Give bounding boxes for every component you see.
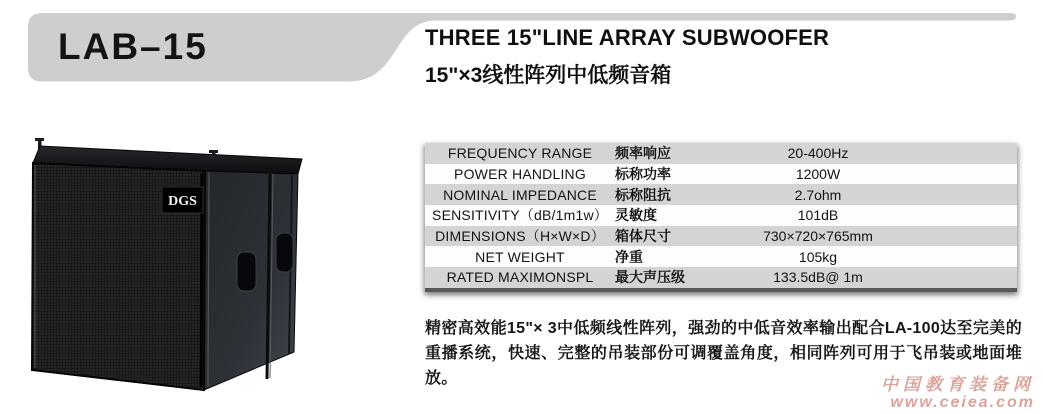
product-title-en: THREE 15"LINE ARRAY SUBWOOFER <box>425 25 830 50</box>
spec-value: 2.7ohm <box>794 186 842 203</box>
spec-name-en: RATED MAXIMONSPL <box>446 269 594 286</box>
spec-name-zh: 净重 <box>615 248 643 265</box>
watermark-site-name: 中国教育装备网 <box>881 375 1035 394</box>
spec-name-en: FREQUENCY RANGE <box>447 145 593 162</box>
product-description: 精密高效能15"× 3中低频线性阵列，强劲的中低音效率输出配合LA-100达至完美的重播系统，快速、完整的吊装部份可调覆盖角度，相同阵列可用于飞吊装或地面堆放。 <box>425 320 1022 387</box>
spec-row <box>425 246 1017 267</box>
watermark-site-url: www.ceiea.com <box>890 394 1035 411</box>
model-name: LAB–15 <box>58 26 208 67</box>
side-handle-icon <box>276 233 293 272</box>
spec-name-zh: 箱体尺寸 <box>615 228 671 245</box>
dgs-logo-text: DGS <box>168 194 197 209</box>
spec-value: 101dB <box>797 207 839 224</box>
title-block <box>425 25 829 89</box>
spec-row <box>425 205 1017 226</box>
side-handle-icon <box>237 252 256 291</box>
spec-name-en: NET WEIGHT <box>475 248 565 265</box>
spec-row <box>425 267 1017 288</box>
watermark <box>881 376 1035 412</box>
spec-value: 20-400Hz <box>787 145 849 162</box>
spec-value: 105kg <box>798 248 838 265</box>
spec-value: 1200W <box>795 166 841 183</box>
product-title-zh: 15"×3线性阵列中低频音箱 <box>425 64 672 87</box>
spec-name-zh: 标称功率 <box>615 166 671 183</box>
spec-row <box>425 164 1017 185</box>
spec-name-zh: 最大声压级 <box>615 269 685 286</box>
spec-name-en: POWER HANDLING <box>454 166 586 183</box>
spec-value: 730×720×765mm <box>763 228 873 245</box>
spec-row <box>425 226 1017 247</box>
dgs-logo <box>162 187 203 213</box>
spec-name-zh: 频率响应 <box>615 145 671 162</box>
spec-name-zh: 标称阻抗 <box>615 186 671 203</box>
spec-name-en: DIMENSIONS（H×W×D） <box>435 228 605 245</box>
spec-name-en: SENSITIVITY（dB/1m1w） <box>432 207 608 224</box>
spec-table <box>425 143 1017 292</box>
spec-value: 133.5dB@ 1m <box>773 269 863 286</box>
spec-name-zh: 灵敏度 <box>615 207 657 224</box>
spec-row <box>425 143 1017 164</box>
product-image <box>12 132 322 402</box>
spec-row <box>425 184 1017 205</box>
spec-name-en: NOMINAL IMPEDANCE <box>443 186 597 203</box>
